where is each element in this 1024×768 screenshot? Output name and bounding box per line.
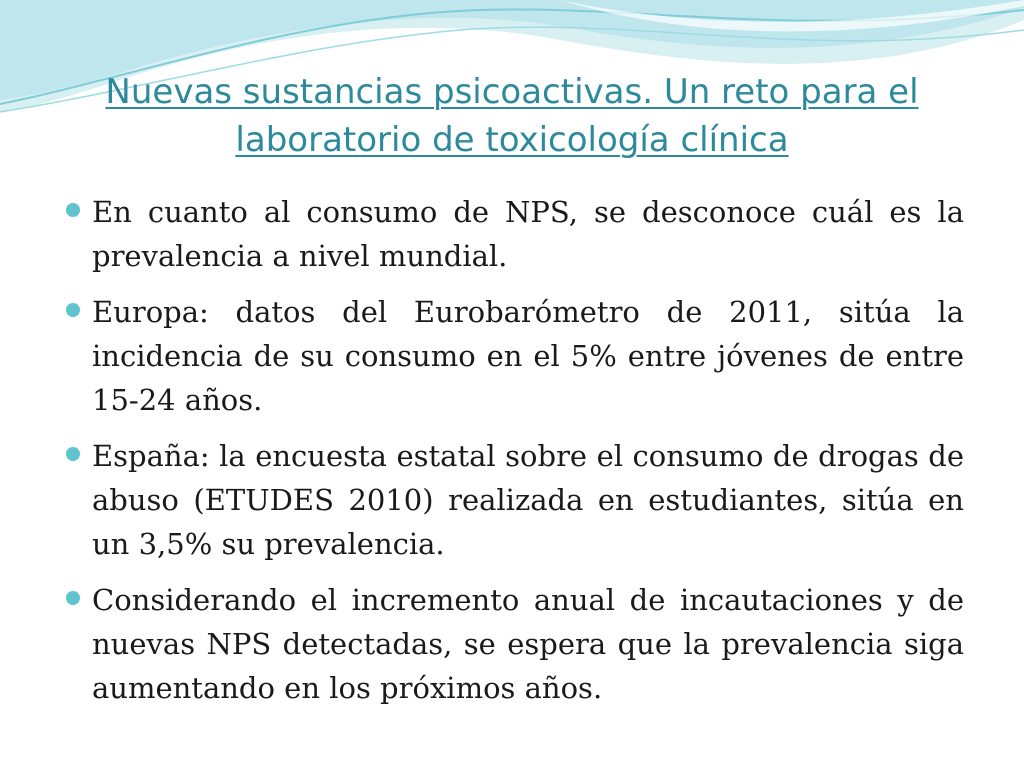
bullet-item bbox=[64, 434, 964, 566]
bullet-text: Europa: datos del Eurobarómetro de 2011, sitúa la incidencia de su consumo en el 5% entre jóvenes de entre 15-24 años. bbox=[92, 295, 964, 417]
slide-title-line-2: laboratorio de toxicología clínica bbox=[235, 120, 789, 160]
bullet-dot-icon bbox=[66, 203, 80, 217]
bullet-item bbox=[64, 290, 964, 422]
bullet-dot-icon bbox=[66, 303, 80, 317]
bullet-item bbox=[64, 578, 964, 710]
bullet-dot-icon bbox=[66, 447, 80, 461]
bullet-text: Considerando el incremento anual de incautaciones y de nuevas NPS detectadas, se espera que la prevalencia siga aumentando en los próximos años. bbox=[92, 583, 964, 705]
bullet-item bbox=[64, 190, 964, 278]
bullet-text: En cuanto al consumo de NPS, se desconoce cuál es la prevalencia a nivel mundial. bbox=[92, 195, 964, 273]
bullet-dot-icon bbox=[66, 591, 80, 605]
slide-title bbox=[60, 68, 964, 164]
slide-title-line-1: Nuevas sustancias psicoactivas. Un reto para el bbox=[105, 72, 919, 112]
bullet-list bbox=[64, 190, 964, 722]
bullet-text: España: la encuesta estatal sobre el consumo de drogas de abuso (ETUDES 2010) realizada en estudiantes, sitúa en un 3,5% su prevalencia. bbox=[92, 439, 964, 561]
